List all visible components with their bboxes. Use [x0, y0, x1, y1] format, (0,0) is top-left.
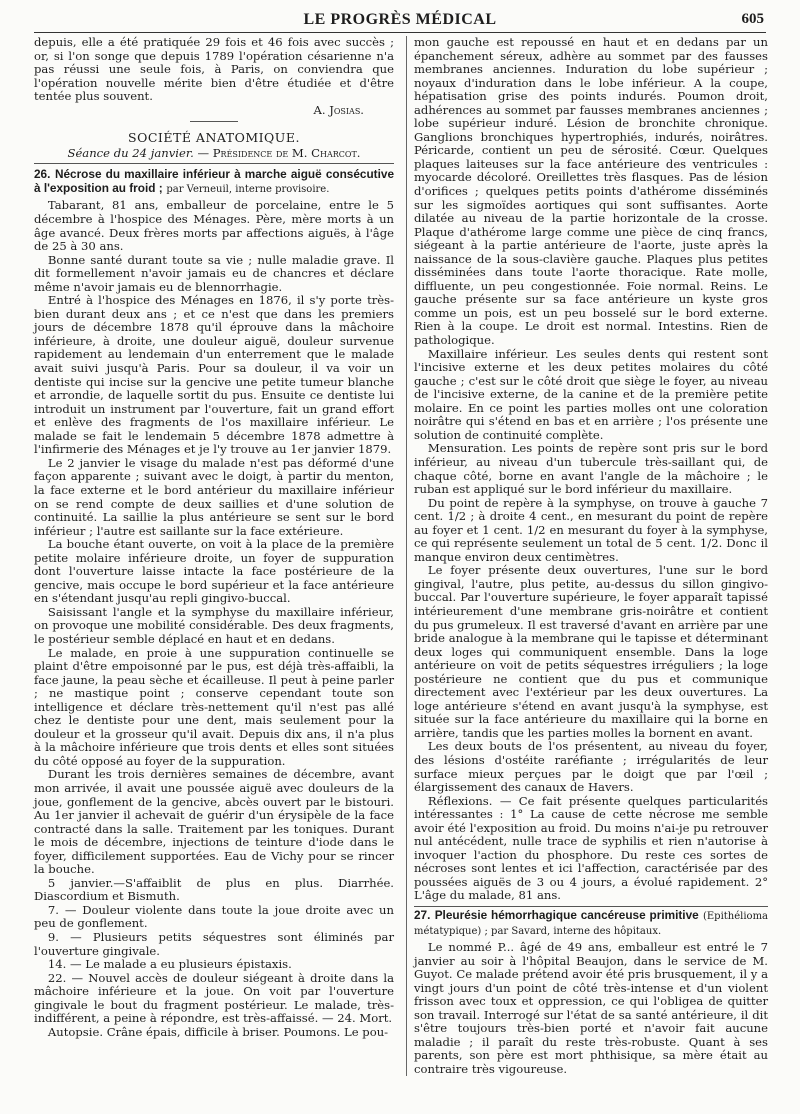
section-rule: [190, 121, 238, 122]
body-paragraph: Réflexions. — Ce fait présente quelques particularités intéressantes : 1° La cause de cette nécrose me semble avoir été l'exposition au froid. Du moins n'ai-je pu retrouver nul antécédent, nulle trace de syphilis et rien n'autorise à invoquer l'action du phosphore. Du reste ces sortes de nécroses sont lentes et ici l'affection, caractérisée par des poussées aiguës de 3 ou 4 jours, a évolué rapidement. 2° L'âge du malade, 81 ans.: [414, 793, 768, 903]
session-line: [34, 147, 394, 165]
body-paragraph: 22. — Nouvel accès de douleur siégeant à droite dans la mâchoire inférieure et la joue. On voit par l'ouverture gingivale le bout du fragment postérieur. Le malade, très-indifférent, a peine à répondre, est très-affaissé. — 24. Mort.: [34, 970, 394, 1026]
body-paragraph: Entré à l'hospice des Ménages en 1876, il s'y porte très-bien durant deux ans ; et ce n'est que dans les premiers jours de décembre 1878 qu'il éprouve dans la mâchoire inférieure, à droite, une douleur aiguë, douleur survenue rapidement au lendemain d'un enterrement que le malade avait suivi jusqu'à Paris. Pour sa douleur, il va voir un dentiste qui incise sur la gencive une petite tumeur blanche et arrondie, de laquelle sortit du pus. Ensuite ce dentiste lui introduit un instrument par l'ouverture, fait un grand effort et enlève des fragments de l'os maxillaire inférieur. Le malade se fait le lendemain 5 décembre 1878 admettre à l'infirmerie des Ménages et je l'y trouve au 1er janvier 1879.: [34, 293, 394, 457]
body-paragraph: La bouche étant ouverte, on voit à la place de la première petite molaire inférieure droite, un foyer de suppuration dont l'ouverture laisse intacte la face postérieure de la gencive, mais occupe le bord supérieur et la face antérieure en s'étendant jusqu'au repli gingivo-buccal.: [34, 537, 394, 606]
case-heading: Nécrose du maxillaire inférieur à marche aiguë consécutive à l'exposition au froid ;: [34, 167, 395, 195]
left-column: [34, 36, 394, 1039]
session-date: Séance du 24 janvier.: [67, 145, 194, 160]
body-paragraph: mon gauche est repoussé en haut et en dedans par un épanchement séreux, adhère au sommet par des fausses membranes anciennes. Induration du lobe supérieur ; noyaux d'induration dans le lobe inférieur. A la coupe, hépatisation grise des points indurés. Poumon droit, adhérences au sommet par fausses membranes anciennes ; lobe supérieur induré. Lésion de bronchite chronique. Ganglions bronchiques hypertrophiés, indurés, noirâtres. Péricarde, contient un peu de sérosité. Cœur. Quelques plaques laiteuses sur la face antérieure des ventricules : myocarde décoloré. Oreillettes très flasques. Pas de lésion d'orifices ; quelques petits points d'athérome disséminés sur les sigmoïdes aortiques qui sont suffisantes. Aorte dilatée au niveau de la partie horizontale de la crosse. Plaque d'athérome large comme une pièce de cinq francs, siégeant à la partie antérieure de l'aorte, juste après la naissance de la sous-clavière gauche. Plaques plus petites disséminées dans toute l'aorte thoracique. Rate molle, diffluente, un peu congestionnée. Foie normal. Reins. Le gauche présente sur sa face antérieure un kyste gros comme un pois, est un peu bosselé sur le bord externe. Rien à la coupe. Le droit est normal. Intestins. Rien de pathologique.: [414, 35, 768, 348]
case-subtitle: (Epithélioma métatypique) ; par Savard, interne des hôpitaux.: [414, 911, 769, 937]
case-number: 26.: [34, 167, 51, 182]
right-column: [414, 36, 768, 1077]
body-paragraph: 7. — Douleur violente dans toute la joue droite avec un peu de gonflement.: [34, 902, 394, 931]
body-paragraph: Du point de repère à la symphyse, on trouve à gauche 7 cent. 1/2 ; à droite 4 cent., en mesurant du point de repère au foyer et 1 cent. 1/2 en mesurant du foyer à la symphyse, ce qui représente seulement un total de 5 cent. 1/2. Donc il manque environ deux centimètres.: [414, 495, 768, 564]
column-divider: [406, 36, 407, 1076]
body-paragraph: Tabarant, 81 ans, emballeur de porcelaine, entre le 5 décembre à l'hospice des Ménages. Père, mère morts à un âge avancé. Deux frères morts par affections aiguës, à l'âge de 25 à 30 ans.: [34, 198, 394, 254]
body-paragraph: 14. — Le malade a eu plusieurs épistaxis.: [47, 957, 292, 972]
case-heading: Pleurésie hémorrhagique cancéreuse primitive: [434, 908, 699, 922]
body-paragraph: 5 janvier.—S'affaiblit de plus en plus. Diarrhée. Diascordium et Bismuth.: [34, 875, 394, 904]
case-number: 27.: [414, 908, 431, 922]
body-paragraph: Le 2 janvier le visage du malade n'est pas déformé d'une façon apparente ; suivant avec le doigt, à partir du menton, la face externe et le bord antérieur du maxillaire inférieur on se rend compte de deux saillies et d'une solution de continuité. La saillie la plus antérieure se sent sur le bord inférieur ; l'autre est saillante sur la face extérieure.: [34, 455, 394, 538]
body-paragraph: Autopsie. Crâne épais, difficile à briser. Poumons. Le pou-: [47, 1024, 389, 1039]
body-paragraph: Saisissant l'angle et la symphyse du maxillaire inférieur, on provoque une mobilité considérable. Des deux fragments, le postérieur semble déplacé en haut et en dedans.: [34, 604, 394, 646]
page-header: [34, 8, 766, 33]
body-paragraph: Les deux bouts de l'os présentent, au niveau du foyer, des lésions d'ostéite raréfiante ; irrégularités de leur surface mieux perçues par le doigt que par l'œil ; élargissement des canaux de Havers.: [414, 739, 768, 795]
body-paragraph: Bonne santé durant toute sa vie ; nulle maladie grave. Il dit formellement n'avoir jamais eu de chancres et déclare même n'avoir jamais eu de blennorrhagie.: [34, 252, 394, 294]
journal-title: LE PROGRÈS MÉDICAL: [303, 11, 497, 28]
body-paragraph: Maxillaire inférieur. Les seules dents qui restent sont l'incisive externe et les deux petites molaires du côté gauche ; c'est sur le côté droit que siège le foyer, au niveau de l'incisive externe, de la canine et de la première petite molaire. En ce point les parties molles ont une coloration noirâtre qui s'étend en bas et en arrière ; l'os présente une solution de continuité complète.: [414, 346, 768, 442]
body-paragraph: 9. — Plusieurs petits séquestres sont éliminés par l'ouverture gingivale.: [34, 930, 394, 958]
page-number: 605: [741, 11, 764, 27]
body-paragraph: Mensuration. Les points de repère sont pris sur le bord inférieur, au niveau d'un tubercule très-saillant qui, de chaque côté, borne en avant l'angle de la mâchoire ; le ruban est appliqué sur le bord inférieur du maxillaire.: [414, 441, 768, 497]
author-signature: A. Josias.: [313, 102, 364, 117]
body-paragraph: Le foyer présente deux ouvertures, l'une sur le bord gingival, l'autre, plus petite, au-dessus du sillon gingivo-buccal. Par l'ouverture supérieure, le foyer apparaît tapissé intérieurement d'une membrane gris-noirâtre et contient du pus grumeleux. Il est traversé d'avant en arrière par une bride analogue à la membrane qui le tapisse et déterminant deux loges qui communiquent ensemble. Dans la loge antérieure on voit de petits séquestres irréguliers ; la loge postérieure ne contient que du pus et communique directement avec l'extérieur par les deux ouvertures. La loge antérieure s'étend en avant jusqu'à la symphyse, est située sur la face antérieure du maxillaire qui la borne en arrière, tandis que les parties molles la bornent en avant.: [414, 563, 768, 740]
case-title: [34, 168, 394, 196]
body-paragraph: Le nommé P... âgé de 49 ans, emballeur est entré le 7 janvier au soir à l'hôpital Beaujon, dans le service de M. Guyot. Ce malade prétend avoir été pris brusquement, il y a vingt jours d'un point de côté très-intense et d'un violent frisson avec toux et oppression, ce qui l'obligea de quitter son travail. Interrogé sur l'état de sa santé antérieure, il dit s'être toujours très-bien porté et n'avoir fait aucune maladie ; il paraît du reste très-robuste. Quant à ses parents, son père est mort phthisique, sa mère était au contraire très vigoureuse.: [414, 940, 768, 1077]
case-author: par Verneuil, interne provisoire.: [166, 183, 330, 195]
session-presidency: — Présidence de M. Charcot.: [197, 145, 361, 160]
case-title: [414, 906, 768, 938]
intro-paragraph: depuis, elle a été pratiquée 29 fois et 46 fois avec succès ; or, si l'on songe que depuis 1789 l'opération césarienne n'a pas réussi une seule fois, à Paris, on conviendra que l'opération nouvelle mérite bien d'être étudiée et d'être tentée plus souvent.: [34, 35, 394, 104]
section-title: SOCIÉTÉ ANATOMIQUE.: [128, 130, 300, 146]
body-paragraph: Durant les trois dernières semaines de décembre, avant mon arrivée, il avait une poussée aiguë avec douleurs de la joue, gonflement de la gencive, abcès ouvert par le bistouri. Au 1er janvier il achevait de guérir d'un érysipèle de la face contracté dans la salle. Traitement par les toniques. Durant le mois de décembre, injections de teinture d'iode dans le foyer, difficilement supportées. Eau de Vichy pour se rincer la bouche.: [34, 767, 394, 877]
body-paragraph: Le malade, en proie à une suppuration continuelle se plaint d'être empoisonné par le pus, est déjà très-affaibli, la face jaune, la peau sèche et écailleuse. Il peut à peine parler ; ne mastique point ; conserve cependant toute son intelligence et déclare très-nettement qu'il n'est pas allé chez le dentiste pour une dent, mais seulement pour la douleur et la grosseur qu'il avait. Depuis dix ans, il n'a plus à la mâchoire inférieure que trois dents et elles sont situées du côté opposé au foyer de la suppuration.: [34, 645, 394, 768]
